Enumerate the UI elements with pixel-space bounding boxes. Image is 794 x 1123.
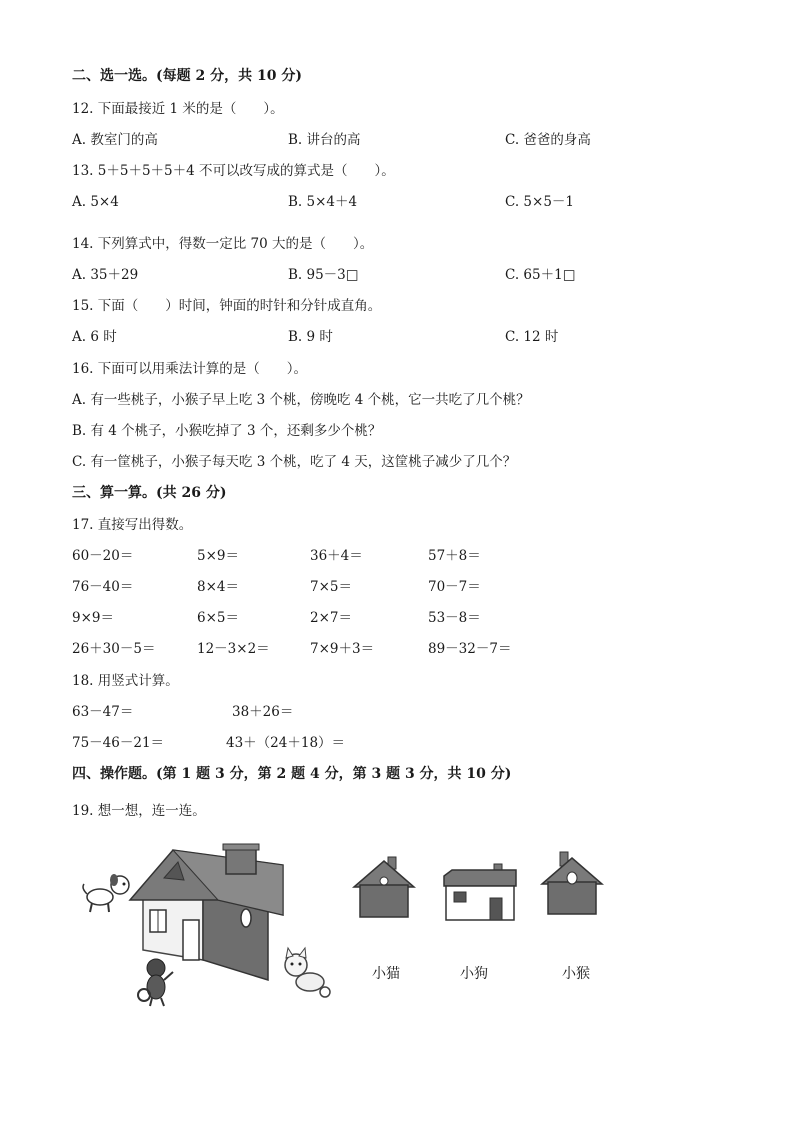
calc-item: 12－3×2＝: [197, 641, 270, 657]
question-19-stem: 19. 想一想，连一连。: [72, 803, 206, 819]
vertical-calc-item: 75－46－21＝: [72, 735, 165, 751]
house-small-1-icon: [352, 855, 416, 919]
question-12-option-a: A. 教室门的高: [72, 132, 158, 148]
question-15-stem: 15. 下面（ ）时间，钟面的时针和分针成直角。: [72, 298, 382, 314]
calc-item: 60－20＝: [72, 548, 134, 564]
question-16-option-b: B. 有 4 个桃子，小猴吃掉了 3 个，还剩多少个桃？: [72, 423, 382, 439]
question-14-option-a: A. 35＋29: [72, 267, 139, 283]
calc-item: 7×9＋3＝: [310, 641, 375, 657]
label-monkey: 小猴: [562, 966, 590, 982]
calc-item: 6×5＝: [197, 610, 239, 626]
vertical-calc-item: 63－47＝: [72, 704, 134, 720]
calc-item: 26＋30－5＝: [72, 641, 156, 657]
question-16-stem: 16. 下面可以用乘法计算的是（ ）。: [72, 361, 308, 377]
calc-item: 53－8＝: [428, 610, 481, 626]
house-small-3-icon: [540, 850, 604, 916]
house-scene-illustration: [78, 840, 338, 1010]
label-cat: 小猫: [372, 966, 400, 982]
monkey-icon: [138, 959, 173, 1006]
question-15-option-c: C. 12 时: [505, 329, 559, 345]
question-16-option-c: C. 有一筐桃子，小猴子每天吃 3 个桃，吃了 4 天，这筐桃子减少了几个？: [72, 454, 517, 470]
house-small-2-icon: [442, 862, 518, 922]
calc-item: 5×9＝: [197, 548, 239, 564]
question-13-option-b: B. 5×4＋4: [288, 194, 358, 210]
label-dog: 小狗: [460, 966, 488, 982]
question-14-stem: 14. 下列算式中，得数一定比 70 大的是（ ）。: [72, 236, 374, 252]
vertical-calc-item: 38＋26＝: [232, 704, 294, 720]
question-13-option-c: C. 5×5－1: [505, 194, 575, 210]
question-12-option-b: B. 讲台的高: [288, 132, 361, 148]
question-15-option-a: A. 6 时: [72, 329, 117, 345]
calc-item: 7×5＝: [310, 579, 352, 595]
question-14-option-c: C. 65＋1□: [505, 267, 576, 283]
question-13-option-a: A. 5×4: [72, 194, 119, 210]
calc-item: 57＋8＝: [428, 548, 481, 564]
question-16-option-a: A. 有一些桃子，小猴子早上吃 3 个桃，傍晚吃 4 个桃，它一共吃了几个桃？: [72, 392, 530, 408]
question-18-stem: 18. 用竖式计算。: [72, 673, 179, 689]
question-14-option-b: B. 95－3□: [288, 267, 359, 283]
question-15-option-b: B. 9 时: [288, 329, 333, 345]
calc-item: 2×7＝: [310, 610, 352, 626]
dog-icon: [83, 874, 129, 912]
question-13-stem: 13. 5＋5＋5＋5＋4 不可以改写成的算式是（ ）。: [72, 163, 395, 179]
calc-item: 8×4＝: [197, 579, 239, 595]
question-12-stem: 12. 下面最接近 1 米的是（ ）。: [72, 101, 284, 117]
cat-icon: [285, 948, 330, 997]
calc-item: 76－40＝: [72, 579, 134, 595]
section-3-title: 三、算一算。(共 26 分): [72, 485, 227, 501]
section-4-title: 四、操作题。(第 1 题 3 分，第 2 题 4 分，第 3 题 3 分，共 10 分): [72, 766, 512, 782]
question-17-stem: 17. 直接写出得数。: [72, 517, 193, 533]
calc-item: 70－7＝: [428, 579, 481, 595]
calc-item: 89－32－7＝: [428, 641, 512, 657]
section-2-title: 二、选一选。(每题 2 分，共 10 分): [72, 68, 302, 84]
vertical-calc-item: 43＋（24＋18）＝: [226, 735, 346, 751]
calc-item: 9×9＝: [72, 610, 114, 626]
question-12-option-c: C. 爸爸的身高: [505, 132, 591, 148]
calc-item: 36＋4＝: [310, 548, 363, 564]
